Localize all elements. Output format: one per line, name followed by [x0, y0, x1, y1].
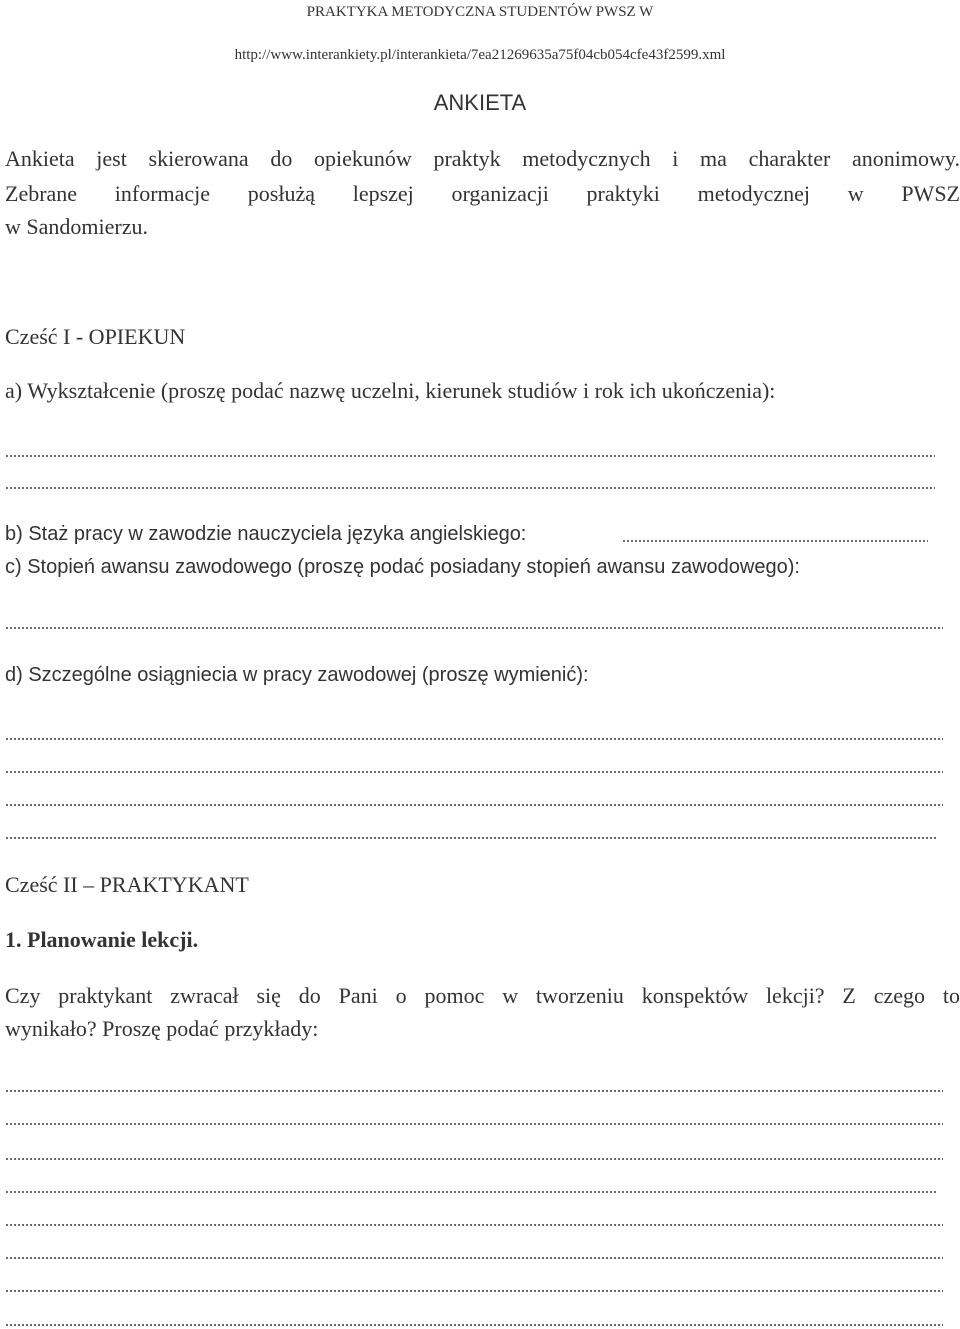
answer-line-p4[interactable] [5, 1191, 937, 1193]
question-d: d) Szczególne osiągniecia w pracy zawodowej (proszę wymienić): [5, 664, 589, 686]
intro-line-1: Ankieta jest skierowana do opiekunów praktyk metodycznych i ma charakter anonimowy. [5, 146, 960, 171]
answer-line-a1[interactable] [5, 455, 935, 457]
question-b: b) Staż pracy w zawodzie nauczyciela języka angielskiego: [5, 523, 527, 545]
source-url: http://www.interankiety.pl/interankieta/7ea21269635a75f04cb054cfe43f2599.xml [234, 47, 726, 63]
intro-line-3: w Sandomierzu. [5, 214, 148, 239]
question-c: c) Stopień awansu zawodowego (proszę podać posiadany stopień awansu zawodowego): [5, 556, 800, 578]
page-title: ANKIETA [433, 90, 527, 115]
answer-line-p8[interactable] [5, 1324, 943, 1326]
answer-line-b[interactable] [622, 540, 928, 542]
answer-line-p3[interactable] [5, 1158, 943, 1160]
section-1-title: 1. Planowanie lekcji. [5, 927, 199, 952]
answer-line-p5[interactable] [5, 1224, 943, 1226]
answer-line-d3[interactable] [5, 804, 943, 806]
answer-line-p1[interactable] [5, 1090, 943, 1092]
answer-line-a2[interactable] [5, 487, 935, 489]
answer-line-d4[interactable] [5, 837, 937, 839]
part2-heading: Cześć II – PRAKTYKANT [5, 872, 249, 897]
question-2-line-1: Czy praktykant zwracał się do Pani o pomoc w tworzeniu konspektów lekcji? Z czego to [5, 983, 960, 1008]
intro-line-2: Zebrane informacje posłużą lepszej organizacji praktyki metodycznej w PWSZ [5, 181, 960, 206]
answer-line-d2[interactable] [5, 771, 943, 773]
answer-line-d1[interactable] [5, 738, 943, 740]
answer-line-c[interactable] [5, 627, 943, 629]
running-header: PRAKTYKA METODYCZNA STUDENTÓW PWSZ W [306, 4, 654, 20]
answer-line-p6[interactable] [5, 1257, 943, 1259]
part1-heading: Cześć I - OPIEKUN [5, 324, 186, 349]
question-2-line-2: wynikało? Proszę podać przykłady: [5, 1016, 319, 1041]
answer-line-p7[interactable] [5, 1290, 943, 1292]
question-a: a) Wykształcenie (proszę podać nazwę uczelni, kierunek studiów i rok ich ukończenia): [5, 378, 776, 403]
answer-line-p2[interactable] [5, 1123, 943, 1125]
